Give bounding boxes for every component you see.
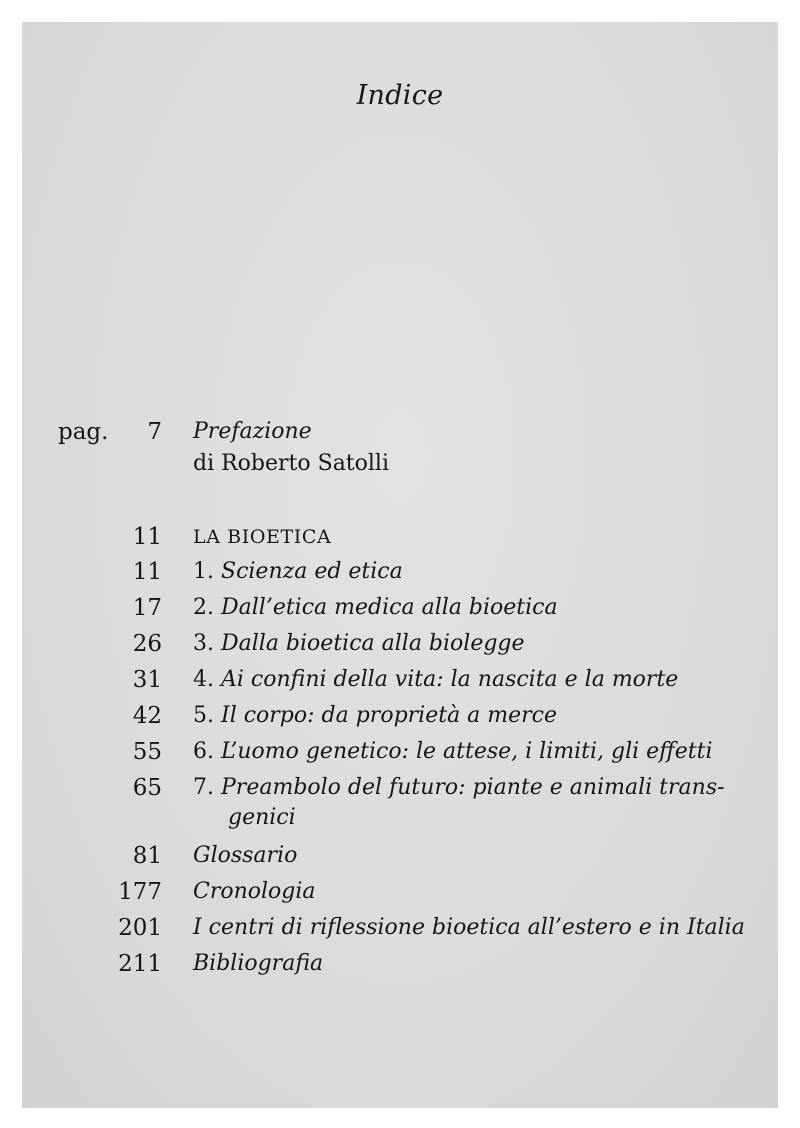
chapter-number: 1. [193,559,214,584]
toc-entry [22,626,778,662]
toc-entry [22,734,778,770]
page-title: Indice [356,80,444,111]
page-number: 31 [132,667,162,693]
page-number: 81 [132,843,162,869]
toc-entry-continuation [22,800,778,836]
page-number: 211 [118,951,162,977]
page-number: 42 [132,703,162,729]
toc-entry [22,590,778,626]
chapter-title: Dall’etica medica alla bioetica [221,595,558,620]
pag-label: pag. [58,419,109,445]
page-number: 11 [132,524,162,550]
toc-entry [22,519,778,555]
page-number: 55 [132,739,162,765]
toc-entry [22,838,778,874]
entry-title: Bibliografia [193,951,324,976]
chapter-number: 7. [193,775,214,800]
chapter-entry [193,626,525,662]
toc-entry [22,910,778,946]
toc-entry [22,414,778,450]
page-number: 17 [132,595,162,621]
chapter-title: Ai confini della vita: la nascita e la morte [221,667,679,692]
section-heading: LA BIOETICA [193,526,332,548]
chapter-title: Dalla bioetica alla biolegge [221,631,525,656]
entry-author: di Roberto Satolli [193,451,390,476]
book-page [22,22,778,1108]
entry-title: I centri di riflessione bioetica all’estero e in Italia [193,915,745,940]
entry-title: Glossario [193,843,298,868]
page-number: 177 [118,879,162,905]
chapter-title: Il corpo: da proprietà a merce [221,703,558,728]
page-number: 26 [132,631,162,657]
page-number: 7 [147,419,162,445]
chapter-number: 4. [193,667,214,692]
entry-title: Prefazione [193,419,312,444]
chapter-title: Preambolo del futuro: piante e animali trans- [221,775,725,800]
chapter-title: Scienza ed etica [221,559,403,584]
chapter-number: 2. [193,595,214,620]
chapter-entry [193,734,713,770]
chapter-number: 3. [193,631,214,656]
chapter-entry [193,698,557,734]
chapter-entry [193,662,678,698]
chapter-entry [193,554,403,590]
toc-entry-subtitle-row [22,446,778,482]
toc-entry [22,946,778,982]
toc-entry [22,698,778,734]
toc-entry [22,874,778,910]
toc-entry [22,662,778,698]
entry-title: Cronologia [193,879,316,904]
chapter-entry [193,590,558,626]
chapter-number: 6. [193,739,214,764]
page-number: 201 [118,915,162,941]
toc-entry [22,554,778,590]
page-number: 11 [132,559,162,585]
chapter-title: L’uomo genetico: le attese, i limiti, gli effetti [221,739,713,764]
chapter-title-continuation: genici [228,805,296,830]
page-number: 65 [132,775,162,801]
chapter-number: 5. [193,703,214,728]
